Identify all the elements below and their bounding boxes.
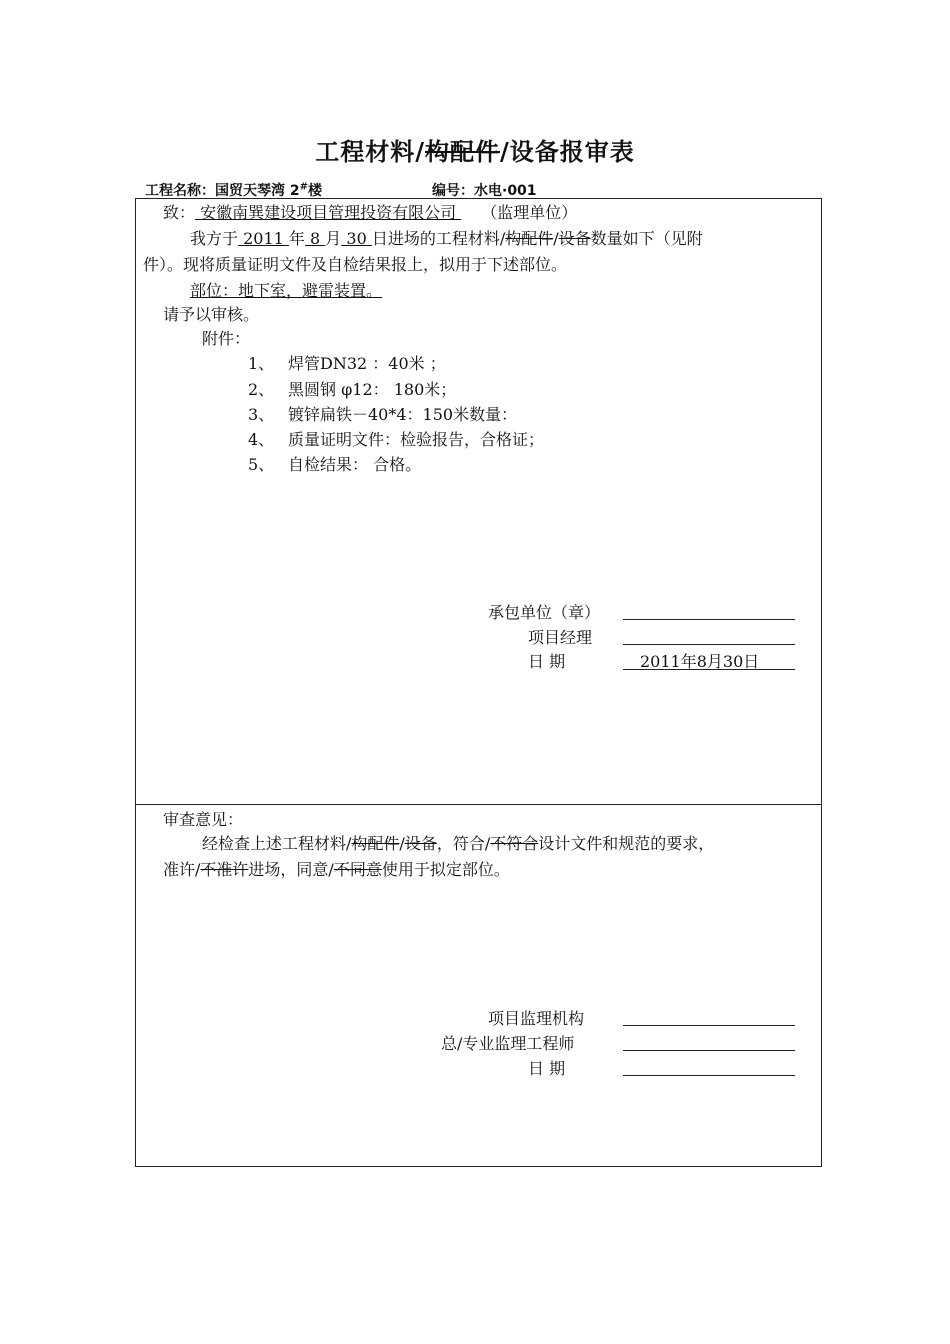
- project-name: [145, 180, 322, 200]
- intro-text: 年: [288, 229, 305, 248]
- intro-line-1: [190, 228, 703, 250]
- title-part: 工程材料/: [315, 137, 425, 166]
- review-line-1: [202, 833, 714, 855]
- struck-text: 构配件: [351, 834, 400, 853]
- project-manager-line: [623, 644, 795, 645]
- struck-text: 设备: [558, 229, 591, 248]
- intro-text: 我方于: [190, 229, 239, 248]
- review-text: /: [399, 834, 405, 853]
- supervision-org-line: [623, 1025, 795, 1026]
- attachments-label: 附件：: [202, 329, 251, 348]
- document-number: 编号：水电·001: [432, 183, 537, 199]
- supervision-org-label: 项目监理机构: [488, 1009, 585, 1028]
- item-number: 4、: [248, 430, 275, 449]
- location-line: 部位：地下室，避雷装置。: [190, 281, 383, 300]
- project-manager-label: 项目经理: [528, 628, 593, 647]
- review-text: 使用于拟定部位。: [381, 860, 510, 879]
- entry-month: 8: [304, 229, 326, 248]
- struck-text: 不准许: [200, 860, 249, 879]
- project-name-text: 工程名称：国贸天琴湾 2: [145, 183, 300, 199]
- struck-text: 不同意: [333, 860, 382, 879]
- supervision-date-label: 日 期: [528, 1059, 566, 1078]
- attachment-item: [248, 454, 421, 476]
- intro-text: 月: [325, 229, 342, 248]
- item-text: 自检结果： 合格。: [288, 455, 422, 474]
- supervision-role: （监理单位）: [481, 203, 578, 222]
- struck-text: 设备: [404, 834, 437, 853]
- contractor-date-line: [623, 669, 795, 670]
- contractor-unit-line: [623, 619, 795, 620]
- section-divider: [135, 804, 822, 805]
- addressee-line: [163, 202, 577, 224]
- item-number: 2、: [248, 380, 275, 399]
- supervision-engineer-line: [623, 1050, 795, 1051]
- item-text: 黑圆钢 φ12： 180米；: [288, 380, 457, 399]
- contractor-unit-label: 承包单位（章）: [488, 603, 601, 622]
- attachment-item: [248, 429, 544, 451]
- contractor-date-value: 2011年8月30日: [640, 652, 760, 671]
- review-text: ，符合/: [436, 834, 491, 853]
- form-title: [0, 132, 950, 167]
- request-line: 请予以审核。: [163, 305, 260, 324]
- item-text: 焊管DN32 ：40米 ；: [288, 354, 446, 373]
- struck-text: 构配件: [505, 229, 554, 248]
- entry-year: 2011: [238, 229, 289, 248]
- intro-text: /: [553, 229, 559, 248]
- supervision-engineer-label: 总/专业监理工程师: [441, 1034, 575, 1053]
- supervision-company: 安徽南巽建设项目管理投资有限公司: [195, 203, 462, 222]
- review-text: 设计文件和规范的要求，: [538, 834, 715, 853]
- supervision-date-line: [623, 1075, 795, 1076]
- addressee-prefix: 致：: [163, 203, 196, 222]
- project-name-sup: #: [299, 181, 309, 193]
- item-number: 3、: [248, 405, 275, 424]
- contractor-date-label: 日 期: [528, 652, 566, 671]
- project-name-suffix: 楼: [308, 183, 323, 199]
- attachment-item: [248, 379, 456, 401]
- intro-text: 数量如下（见附: [590, 229, 703, 248]
- intro-line-2: 件）。现将质量证明文件及自检结果报上，拟用于下述部位。: [143, 255, 568, 274]
- item-number: 5、: [248, 455, 275, 474]
- review-text: 准许/: [163, 860, 201, 879]
- review-text: 进场，同意/: [248, 860, 334, 879]
- entry-day: 30: [341, 229, 372, 248]
- item-text: 质量证明文件：检验报告，合格证；: [288, 430, 545, 449]
- item-number: 1、: [248, 354, 275, 373]
- review-line-2: [163, 859, 510, 881]
- item-text: 镀锌扁铁－40*4：150米数量：: [288, 405, 518, 424]
- title-part: /设备报审表: [500, 137, 635, 166]
- intro-text: 日进场的工程材料/: [371, 229, 506, 248]
- struck-text: 不符合: [490, 834, 539, 853]
- attachment-item: [248, 353, 446, 375]
- attachment-item: [248, 404, 517, 426]
- title-struck-text: 构配件: [425, 137, 500, 166]
- review-label: 审查意见：: [163, 810, 244, 829]
- review-text: 经检查上述工程材料/: [202, 834, 352, 853]
